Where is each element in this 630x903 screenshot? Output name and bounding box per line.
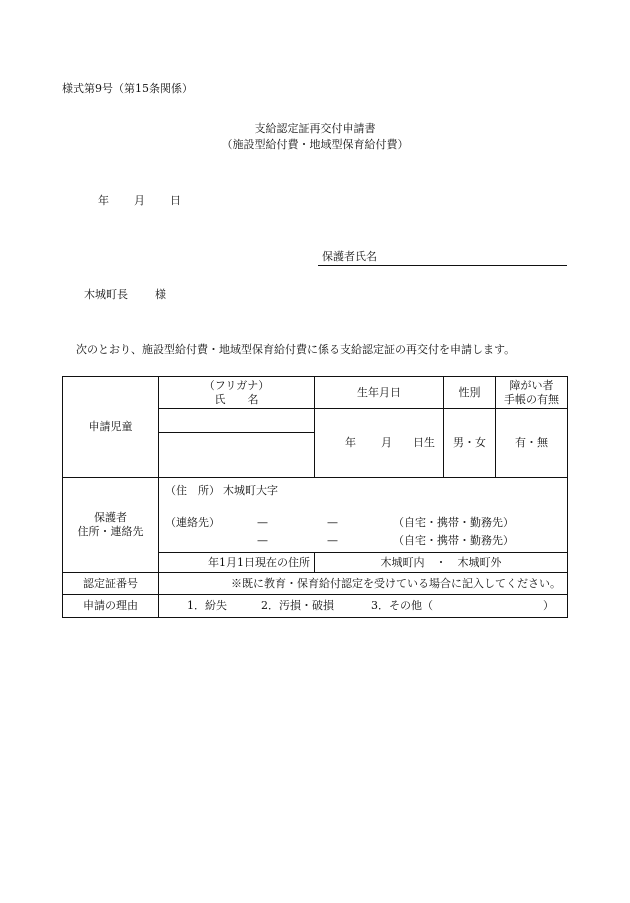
reason-other-close: ）	[543, 599, 554, 612]
residence-label: 年1月1日現在の住所	[208, 555, 310, 569]
addressee: 木城町長	[84, 288, 128, 301]
birthdate-label: 生年月日	[357, 385, 401, 399]
residence-options-cell[interactable]	[315, 553, 568, 573]
cert-number-label-cell	[63, 573, 159, 595]
applicant-label-cell	[63, 377, 159, 478]
address-label: （住 所）	[165, 484, 220, 497]
form-title: 支給認定証再交付申請書	[254, 122, 376, 135]
contact-label: （連絡先）	[165, 516, 220, 529]
cert-note: ※既に教育・保育給付認定を受けている場合に記入してください。	[231, 576, 561, 590]
application-table	[62, 376, 568, 618]
name-header-cell	[159, 377, 315, 409]
reason-option-1[interactable]: 1．紛失	[187, 599, 227, 612]
form-number: 様式第9号（第15条関係）	[62, 82, 193, 95]
residence-options[interactable]: 木城町内 ・ 木城町外	[380, 555, 502, 569]
birthdate-month: 月	[381, 436, 392, 449]
gender-options[interactable]: 男・女	[453, 436, 486, 449]
disability-options[interactable]: 有・無	[515, 436, 548, 449]
cert-number-input-cell[interactable]	[159, 573, 568, 595]
contact-dash-2b: —	[327, 534, 338, 547]
contact-type-2[interactable]: （自宅・携帯・勤務先）	[393, 534, 514, 547]
contact-type-1[interactable]: （自宅・携帯・勤務先）	[393, 516, 514, 529]
reason-option-2[interactable]: 2．汚損・破損	[261, 599, 334, 612]
guardian-label-1: 保護者	[94, 511, 127, 524]
guardian-name-line[interactable]	[318, 265, 567, 266]
contact-dash-2a: —	[257, 534, 268, 547]
disability-input-cell[interactable]	[496, 409, 568, 478]
disability-header-cell	[496, 377, 568, 409]
guardian-name-label: 保護者氏名	[322, 250, 377, 263]
birthdate-year: 年	[345, 436, 356, 449]
form-subtitle: （施設型給付費・地域型保育給付費）	[221, 138, 409, 151]
reason-label-cell	[63, 595, 159, 618]
reason-options-cell[interactable]	[159, 595, 568, 618]
honorific: 様	[155, 288, 166, 301]
guardian-label-2: 住所・連絡先	[77, 525, 144, 538]
reason-option-3[interactable]: 3．その他（	[371, 599, 433, 612]
contact-dash-1a: —	[257, 516, 268, 529]
cert-number-label: 認定証番号	[83, 576, 138, 590]
date-day-label: 日	[170, 194, 181, 207]
reason-label: 申請の理由	[83, 599, 138, 612]
birthdate-input-cell[interactable]	[315, 409, 444, 478]
date-month-label: 月	[134, 194, 145, 207]
gender-input-cell[interactable]	[444, 409, 496, 478]
applicant-label: 申請児童	[88, 420, 133, 433]
furigana-label: （フリガナ）	[203, 378, 270, 392]
disability-label-2: 手帳の有無	[504, 392, 559, 406]
intro-text: 次のとおり、施設型給付費・地域型保育給付費に係る支給認定証の再交付を申請します。	[76, 343, 516, 356]
furigana-input-cell[interactable]	[159, 409, 315, 433]
guardian-contact-cell[interactable]	[159, 478, 568, 553]
disability-label-1: 障がい者	[509, 378, 554, 392]
residence-label-cell	[159, 553, 315, 573]
contact-dash-1b: —	[327, 516, 338, 529]
gender-header-cell	[444, 377, 496, 409]
date-year-label: 年	[98, 194, 109, 207]
address-prefix: 木城町大字	[223, 484, 278, 497]
guardian-label-cell	[63, 478, 159, 573]
name-input-cell[interactable]	[159, 433, 315, 478]
birthdate-header-cell	[315, 377, 444, 409]
birthdate-day: 日生	[413, 436, 435, 449]
gender-label: 性別	[458, 385, 481, 399]
name-label: 氏 名	[214, 392, 259, 406]
